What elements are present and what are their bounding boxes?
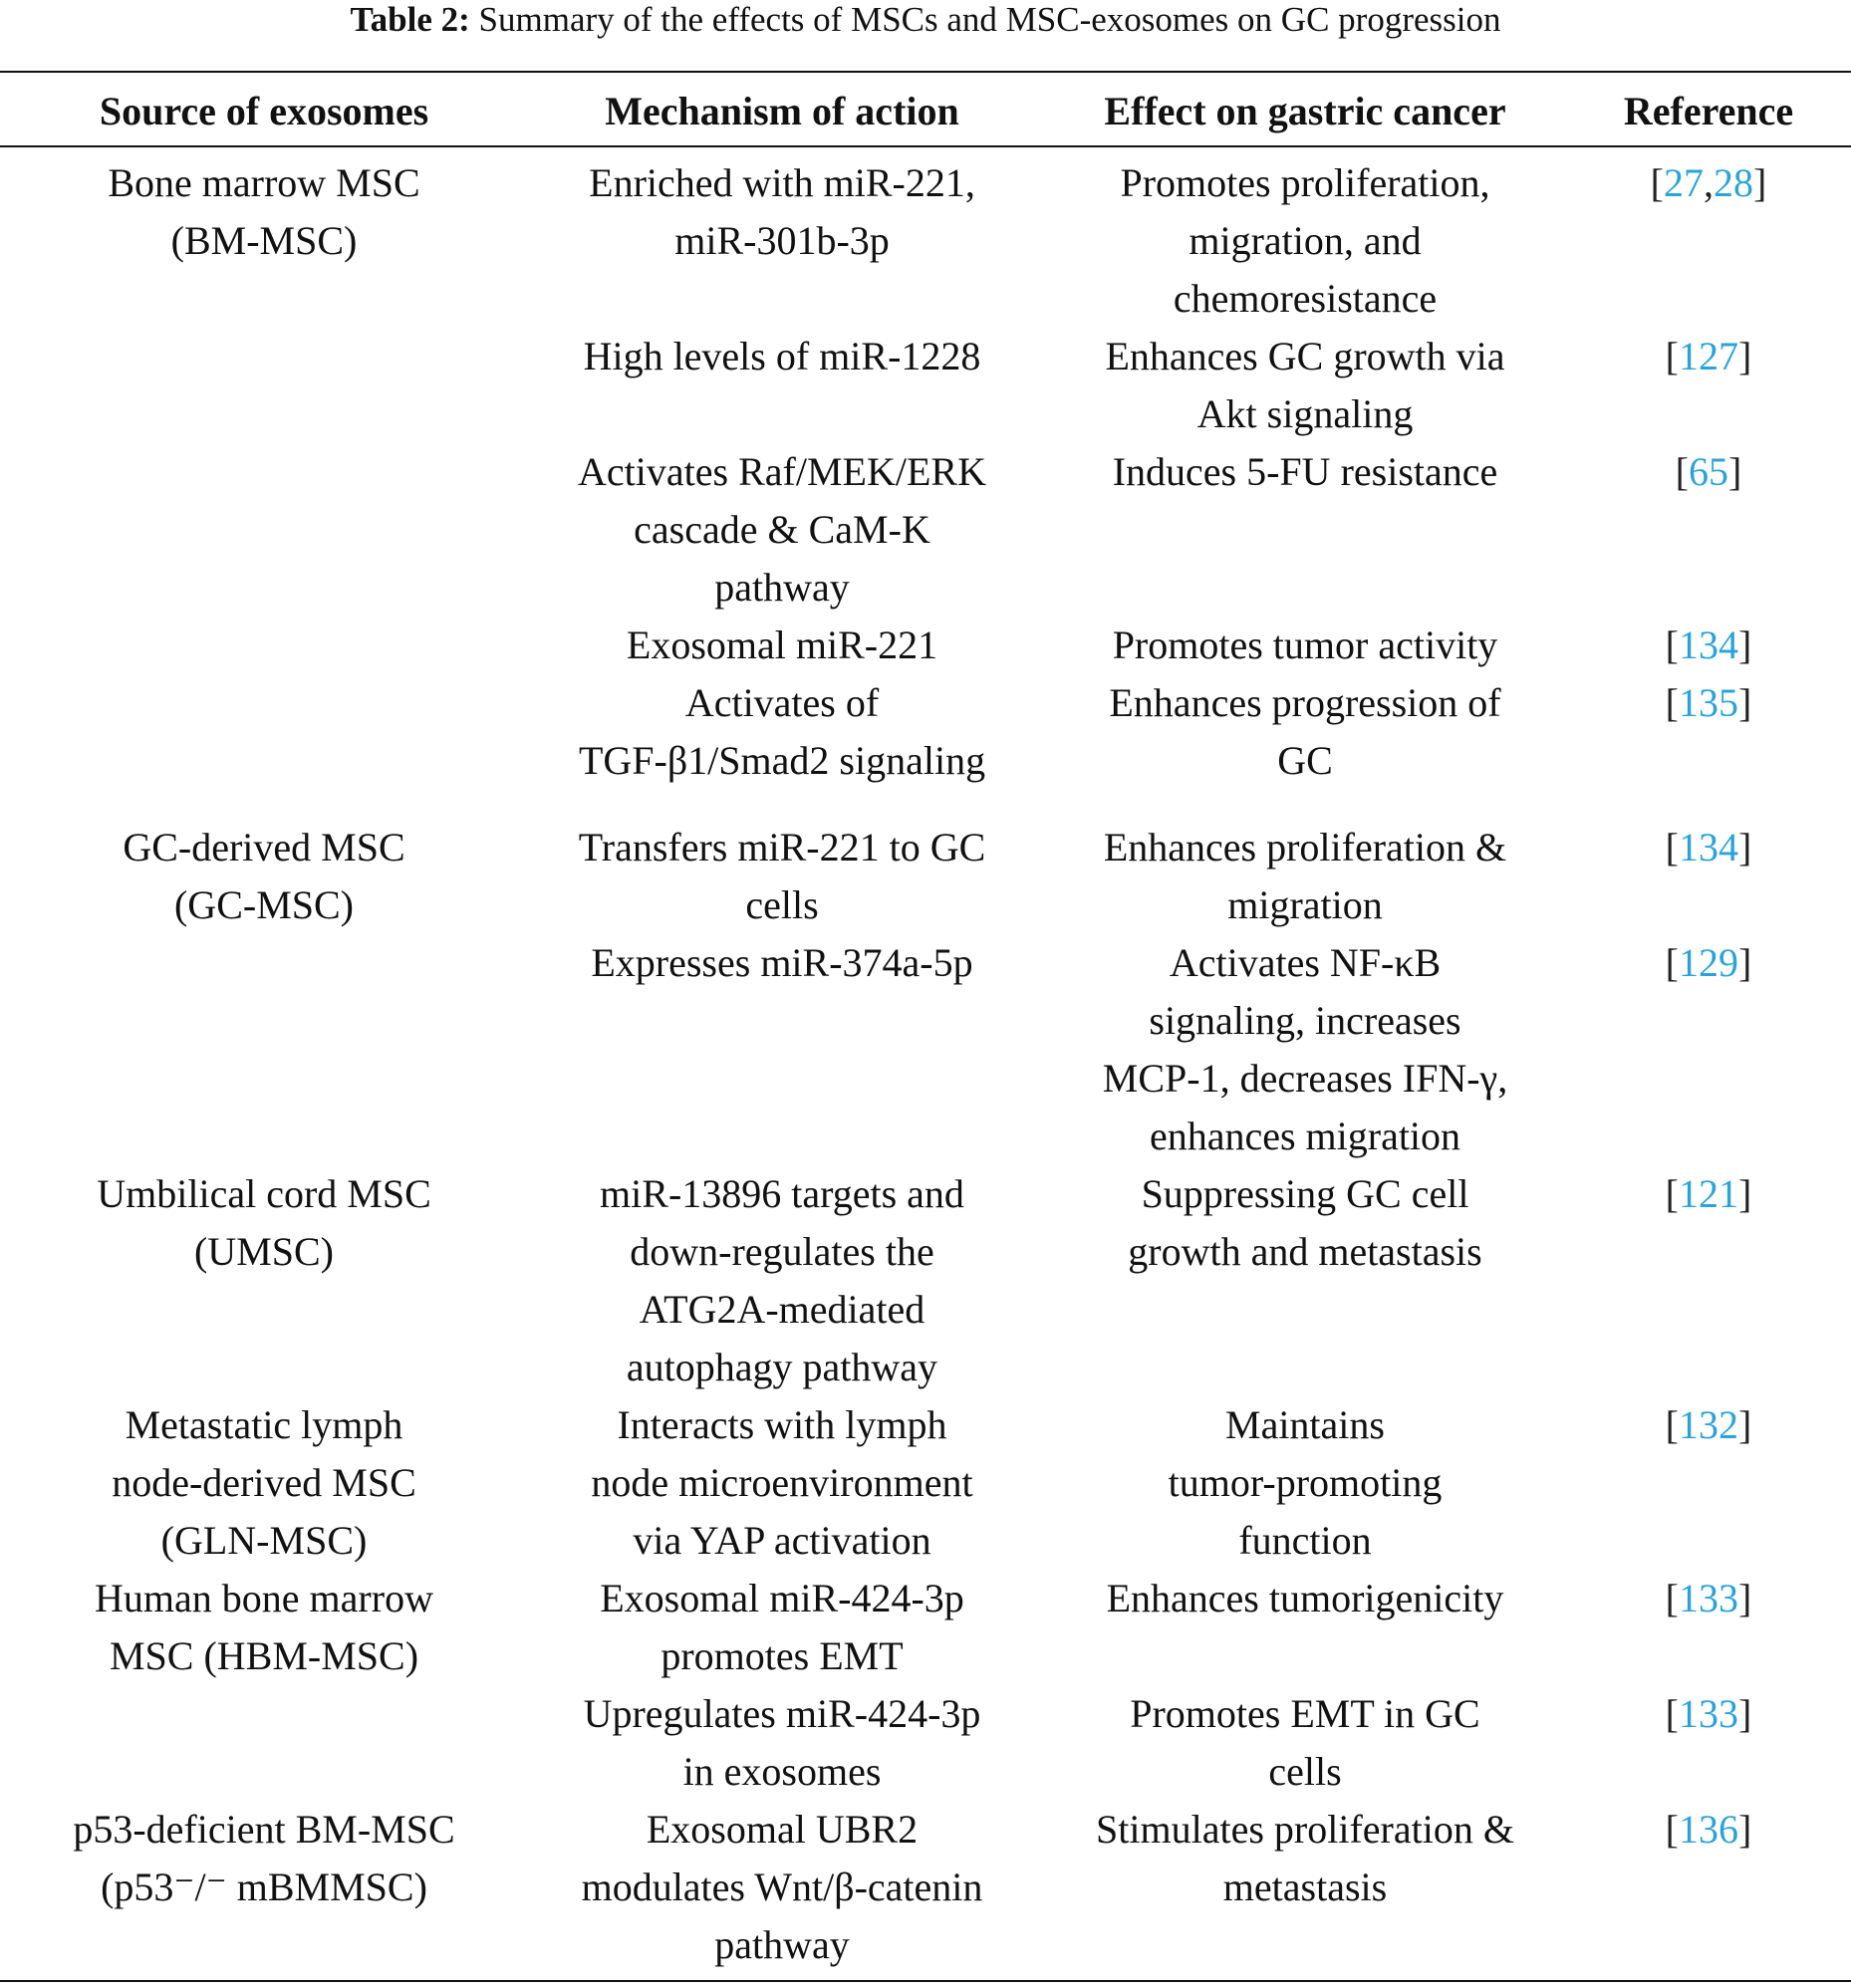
source-cell [15, 1165, 513, 1281]
source-cell-line: (GLN-MSC) [160, 1518, 368, 1563]
mechanism-cell [523, 154, 1041, 270]
effect-cell [1041, 443, 1569, 501]
mechanism-cell-line: promotes EMT [661, 1633, 904, 1678]
mechanism-cell-line: Expresses miR-374a-5p [591, 940, 973, 985]
reference-link[interactable]: 127 [1679, 334, 1738, 378]
header-mechanism: Mechanism of action [605, 89, 959, 133]
top-rule [0, 71, 1851, 73]
effect-cell-line: tumor-promoting [1168, 1460, 1443, 1505]
mechanism-cell-line: Transfers miR-221 to GC [578, 825, 986, 870]
mechanism-cell-line: pathway [714, 565, 850, 610]
effect-cell-line: Promotes tumor activity [1112, 622, 1498, 667]
mechanism-cell-line: Exosomal miR-424-3p [600, 1576, 964, 1620]
effect-cell-line: Enhances GC growth via [1105, 334, 1505, 378]
effect-cell-line: Stimulates proliferation & [1096, 1807, 1514, 1852]
effect-cell-line: cells [1268, 1749, 1342, 1794]
effect-cell [1041, 1801, 1569, 1916]
effect-cell-line: Maintains [1225, 1402, 1385, 1447]
effect-cell [1041, 1396, 1569, 1570]
reference-cell: [127] [1665, 334, 1752, 378]
effect-cell-line: function [1238, 1518, 1372, 1563]
mechanism-cell-line: Interacts with lymph [617, 1402, 947, 1447]
mechanism-cell [523, 1570, 1041, 1685]
effect-cell-line: Promotes EMT in GC [1130, 1691, 1480, 1736]
effect-cell [1041, 1165, 1569, 1281]
header-source: Source of exosomes [99, 89, 429, 133]
effect-cell [1041, 934, 1569, 1165]
mechanism-cell [523, 1801, 1041, 1974]
effect-cell-line: Suppressing GC cell [1141, 1171, 1469, 1216]
source-cell-line: (GC-MSC) [173, 882, 355, 927]
mechanism-cell-line: in exosomes [682, 1749, 882, 1794]
effect-cell-line: Enhances tumorigenicity [1106, 1576, 1504, 1620]
effect-cell-line: chemoresistance [1173, 276, 1438, 321]
mechanism-cell [523, 819, 1041, 934]
effect-cell-line: Activates NF-κB [1169, 940, 1442, 985]
reference-cell: [136] [1665, 1807, 1752, 1852]
source-cell-line: GC-derived MSC [123, 825, 405, 870]
mechanism-cell [523, 674, 1041, 790]
caption-label: Table 2: [350, 0, 470, 39]
reference-link[interactable]: 132 [1679, 1402, 1738, 1447]
reference-link[interactable]: 28 [1714, 160, 1753, 205]
reference-link[interactable]: 121 [1679, 1171, 1738, 1216]
effect-cell [1041, 819, 1569, 934]
source-cell-line: node-derived MSC [112, 1460, 416, 1505]
source-cell [15, 819, 513, 934]
reference-link[interactable]: 135 [1679, 680, 1738, 725]
mechanism-cell [523, 934, 1041, 992]
mechanism-cell-line: miR-13896 targets and [600, 1171, 964, 1216]
reference-cell: [121] [1665, 1171, 1752, 1216]
effect-cell [1041, 617, 1569, 674]
source-cell [15, 1801, 513, 1916]
effect-cell-line: Induces 5-FU resistance [1112, 449, 1498, 494]
header-rule [0, 145, 1851, 147]
effect-cell-line: Promotes proliferation, [1120, 160, 1490, 205]
source-cell [15, 1570, 513, 1685]
source-cell-line: MSC (HBM-MSC) [109, 1633, 419, 1678]
effect-cell-line: Akt signaling [1196, 391, 1414, 436]
mechanism-cell-line: via YAP activation [633, 1518, 931, 1563]
effect-cell-line: GC [1277, 738, 1333, 783]
mechanism-cell-line: Activates Raf/MEK/ERK [578, 449, 986, 494]
mechanism-cell-line: Enriched with miR-221, [589, 160, 975, 205]
reference-link[interactable]: 27 [1664, 160, 1704, 205]
mechanism-cell-line: pathway [714, 1922, 850, 1967]
mechanism-cell-line: autophagy pathway [626, 1345, 938, 1389]
reference-cell: [27,28] [1650, 160, 1767, 205]
effect-cell-line: Enhances proliferation & [1103, 825, 1507, 870]
mechanism-cell [523, 1685, 1041, 1801]
caption-text: Summary of the effects of MSCs and MSC-exosomes on GC progression [478, 0, 1501, 39]
mechanism-cell-line: cascade & CaM-K [634, 507, 930, 552]
effect-cell [1041, 1685, 1569, 1801]
mechanism-cell-line: High levels of miR-1228 [583, 334, 981, 378]
effect-cell [1041, 674, 1569, 790]
effect-cell-line: metastasis [1222, 1864, 1388, 1909]
effect-cell-line: migration, and [1189, 218, 1422, 263]
header-reference: Reference [1623, 89, 1794, 133]
reference-cell: [134] [1665, 622, 1752, 667]
mechanism-cell-line: Activates of [684, 680, 880, 725]
effect-cell-line: MCP-1, decreases IFN-γ, [1102, 1056, 1508, 1101]
mechanism-cell [523, 1165, 1041, 1396]
effect-cell [1041, 154, 1569, 328]
mechanism-cell-line: down-regulates the [630, 1229, 934, 1274]
reference-link[interactable]: 134 [1679, 825, 1738, 870]
mechanism-cell-line: Exosomal miR-221 [626, 622, 938, 667]
source-cell-line: Metastatic lymph [125, 1402, 403, 1447]
source-cell-line: (BM-MSC) [170, 218, 358, 263]
reference-link[interactable]: 133 [1679, 1576, 1738, 1620]
reference-cell: [135] [1665, 680, 1752, 725]
reference-link[interactable]: 136 [1679, 1807, 1738, 1852]
mechanism-cell-line: Exosomal UBR2 [646, 1807, 919, 1852]
effect-cell-line: enhances migration [1149, 1114, 1461, 1158]
reference-cell: [132] [1665, 1402, 1752, 1447]
mechanism-cell-line: ATG2A-mediated [639, 1287, 926, 1332]
mechanism-cell [523, 328, 1041, 385]
source-cell [15, 154, 513, 270]
source-cell [15, 1396, 513, 1570]
effect-cell [1041, 328, 1569, 443]
reference-cell: [65] [1675, 449, 1742, 494]
effect-cell [1041, 1570, 1569, 1627]
source-cell-line: (UMSC) [193, 1229, 335, 1274]
effect-cell-line: growth and metastasis [1128, 1229, 1482, 1274]
reference-link[interactable]: 129 [1679, 940, 1738, 985]
mechanism-cell-line: TGF-β1/Smad2 signaling [578, 738, 986, 783]
source-cell-line: Human bone marrow [95, 1576, 433, 1620]
mechanism-cell [523, 443, 1041, 617]
mechanism-cell-line: cells [745, 882, 819, 927]
reference-link[interactable]: 133 [1679, 1691, 1738, 1736]
mechanism-cell-line: node microenvironment [591, 1460, 973, 1505]
reference-cell: [134] [1665, 825, 1752, 870]
effect-cell-line: migration [1227, 882, 1383, 927]
effect-cell-line: signaling, increases [1149, 998, 1461, 1043]
reference-cell: [133] [1665, 1691, 1752, 1736]
reference-cell: [133] [1665, 1576, 1752, 1620]
header-effect: Effect on gastric cancer [1104, 89, 1506, 133]
effect-cell-line: Enhances progression of [1109, 680, 1501, 725]
mechanism-cell-line: modulates Wnt/β-catenin [581, 1864, 983, 1909]
mechanism-cell-line: miR-301b-3p [674, 218, 890, 263]
reference-cell: [129] [1665, 940, 1752, 985]
reference-link[interactable]: 65 [1689, 449, 1728, 494]
source-cell-line: Bone marrow MSC [108, 160, 420, 205]
source-cell-line: (p53⁻/⁻ mBMMSC) [101, 1864, 427, 1909]
source-cell-line: Umbilical cord MSC [97, 1171, 431, 1216]
bottom-rule [0, 1980, 1851, 1982]
mechanism-cell-line: Upregulates miR-424-3p [583, 1691, 981, 1736]
source-cell-line: p53-deficient BM-MSC [73, 1807, 455, 1852]
table-caption [0, 0, 1851, 40]
mechanism-cell [523, 1396, 1041, 1570]
reference-link[interactable]: 134 [1679, 622, 1738, 667]
mechanism-cell [523, 617, 1041, 674]
